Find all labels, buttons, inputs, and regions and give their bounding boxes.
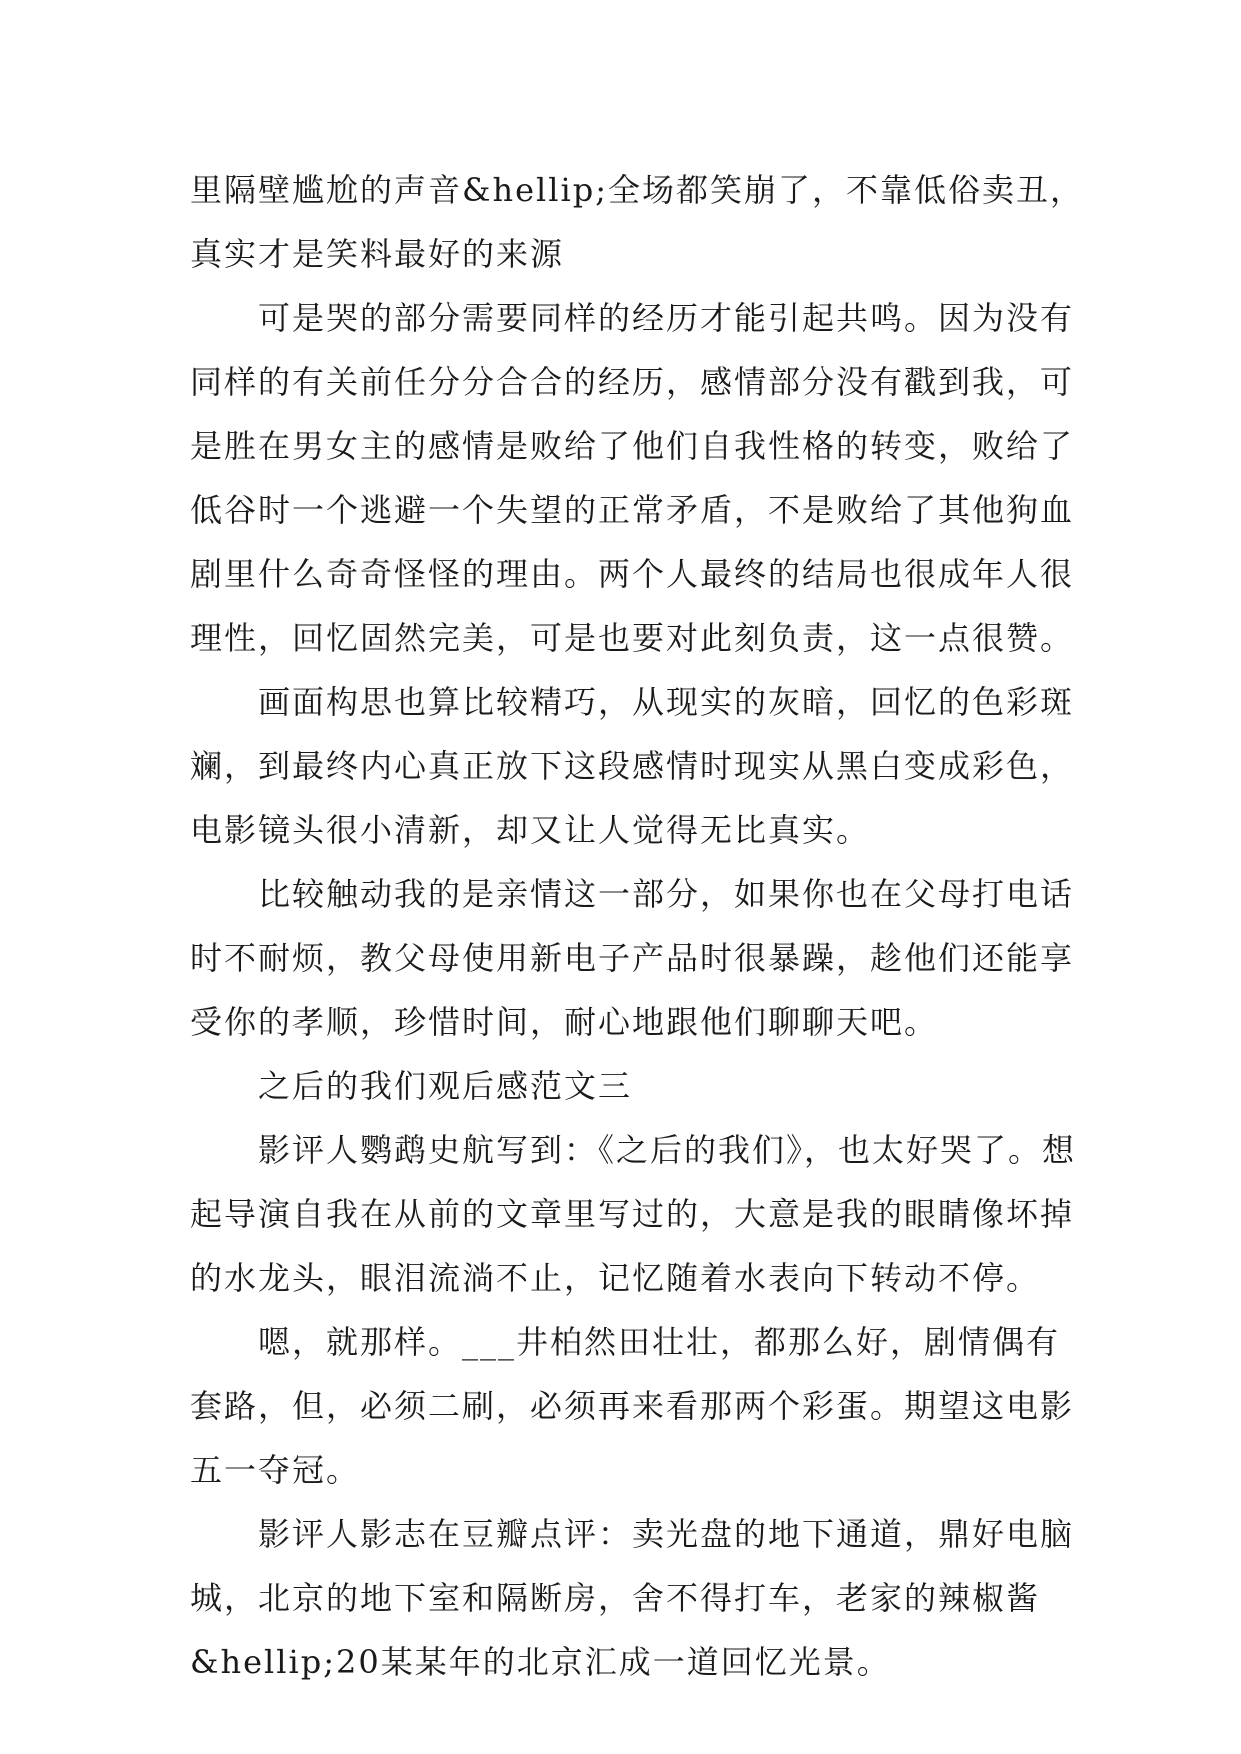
text-line-16: 影评人鹦鹉史航写到：《之后的我们》，也太好哭了。想 (190, 1131, 1077, 1169)
section-heading: 之后的我们观后感范文三 (190, 1067, 633, 1105)
text-line-17: 起导演自我在从前的文章里写过的，大意是我的眼睛像坏掉 (190, 1195, 1075, 1233)
text-line-8: 理性，回忆固然完美，可是也要对此刻负责，这一点很赞。 (190, 619, 1075, 657)
text-line-4: 同样的有关前任分分合合的经历，感情部分没有戳到我，可 (190, 363, 1075, 401)
text-line-14: 受你的孝顺，珍惜时间，耐心地跟他们聊聊天吧。 (190, 1003, 939, 1041)
text-line-18: 的水龙头，眼泪流淌不止，记忆随着水表向下转动不停。 (190, 1259, 1041, 1297)
text-line-10: 斓，到最终内心真正放下这段感情时现实从黑白变成彩色， (190, 747, 1075, 785)
text-line-22: 影评人影志在豆瓣点评：卖光盘的地下通道，鼎好电脑 (190, 1515, 1075, 1553)
text-line-21: 五一夺冠。 (190, 1451, 361, 1489)
text-line-19: 嗯，就那样。___井柏然田壮壮，都那么好，剧情偶有 (190, 1323, 1061, 1361)
text-line-6: 低谷时一个逃避一个失望的正常矛盾，不是败给了其他狗血 (190, 491, 1075, 529)
text-line-24: &hellip;20某某年的北京汇成一道回忆光景。 (190, 1643, 891, 1681)
text-line-11: 电影镜头很小清新，却又让人觉得无比真实。 (190, 811, 871, 849)
text-line-7: 剧里什么奇奇怪怪的理由。两个人最终的结局也很成年人很 (190, 555, 1075, 593)
text-line-2: 真实才是笑料最好的来源 (190, 235, 565, 273)
document-body (190, 158, 1085, 1694)
text-line-23: 城，北京的地下室和隔断房，舍不得打车，老家的辣椒酱 (190, 1579, 1041, 1617)
text-line-20: 套路，但，必须二刷，必须再来看那两个彩蛋。期望这电影 (190, 1387, 1075, 1425)
text-line-12: 比较触动我的是亲情这一部分，如果你也在父母打电话 (190, 875, 1075, 913)
text-line-1: 里隔壁尴尬的声音&hellip;全场都笑崩了，不靠低俗卖丑， (190, 171, 1085, 209)
text-line-13: 时不耐烦，教父母使用新电子产品时很暴躁，趁他们还能享 (190, 939, 1075, 977)
text-line-9: 画面构思也算比较精巧，从现实的灰暗，回忆的色彩斑 (190, 683, 1075, 721)
text-line-3: 可是哭的部分需要同样的经历才能引起共鸣。因为没有 (190, 299, 1075, 337)
text-line-5: 是胜在男女主的感情是败给了他们自我性格的转变，败给了 (190, 427, 1075, 465)
